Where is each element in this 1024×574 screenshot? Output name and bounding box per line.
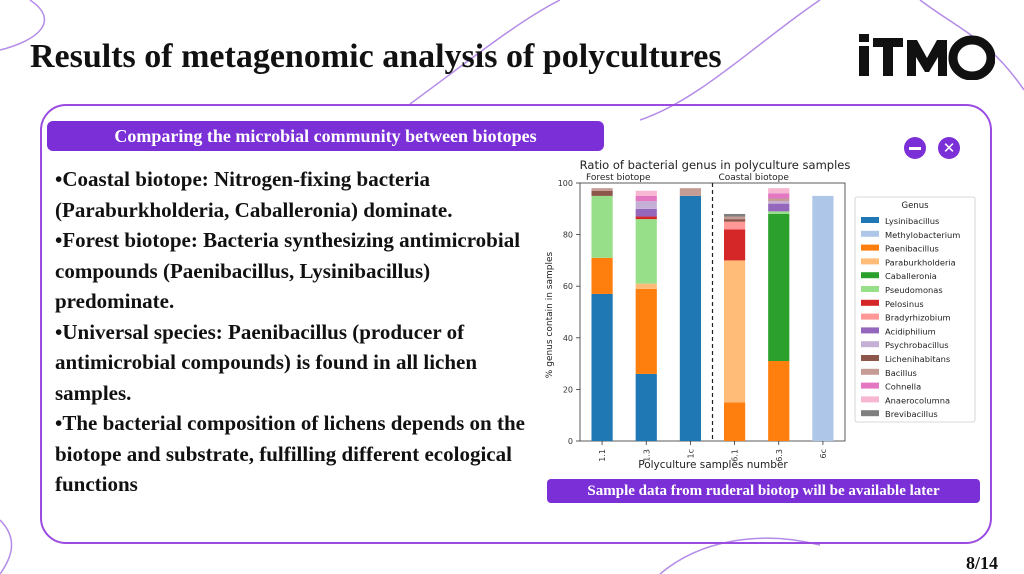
bar-segment xyxy=(636,219,657,284)
legend-item-label: Bradyrhizobium xyxy=(885,312,951,323)
bar-segment xyxy=(591,258,612,294)
legend-item-label: Acidiphilium xyxy=(885,326,936,337)
bar-segment xyxy=(724,222,745,230)
bar-segment xyxy=(768,204,789,212)
legend-item-label: Pseudomonas xyxy=(885,285,943,295)
bar-segment xyxy=(724,402,745,441)
bar-segment xyxy=(636,191,657,196)
chart-ylabel: % genus contain in samples xyxy=(545,251,555,379)
bar-segment xyxy=(591,294,612,441)
x-tick-label: 1c xyxy=(686,449,696,459)
bar-segment xyxy=(724,214,745,217)
bar-segment xyxy=(591,188,612,191)
bar-segment xyxy=(591,196,612,258)
bar-segment xyxy=(680,188,701,196)
bullet-coastal: •Coastal biotope: Nitrogen-fixing bacteria (Paraburkholderia, Caballeronia) dominate. xyxy=(55,167,453,222)
legend-swatch xyxy=(861,396,879,402)
x-tick-label: 6.1 xyxy=(730,449,740,462)
legend-swatch xyxy=(861,245,879,251)
bar-segment xyxy=(636,284,657,289)
bar-segment xyxy=(636,374,657,441)
legend-item-label: Cohnella xyxy=(885,381,922,392)
legend-swatch xyxy=(861,286,879,292)
itmo-logo-mark xyxy=(855,30,995,80)
slide-title: Results of metagenomic analysis of polycultures xyxy=(30,38,722,75)
x-tick-label: 1.3 xyxy=(642,449,652,462)
bar-segment xyxy=(636,289,657,374)
bar-segment xyxy=(768,201,789,204)
legend-swatch xyxy=(861,410,879,416)
close-icon[interactable]: ✕ xyxy=(938,137,960,159)
y-tick-label: 20 xyxy=(562,385,573,395)
x-tick-label: 1.1 xyxy=(598,449,608,462)
bar-segment xyxy=(636,209,657,217)
bar-segment xyxy=(768,188,789,193)
legend-item-label: Pelosinus xyxy=(885,298,924,309)
bullet-composition: •The bacterial composition of lichens depends on the biotope and substrate, fulfilling different ecological functions xyxy=(55,411,525,496)
bar-segment xyxy=(768,211,789,214)
legend-item-label: Anaerocolumna xyxy=(885,395,951,406)
y-tick-label: 100 xyxy=(557,179,573,188)
section-label: Comparing the microbial community between biotopes xyxy=(47,121,604,151)
bar-segment xyxy=(636,217,657,220)
plot-area xyxy=(558,173,845,462)
footnote-banner: Sample data from ruderal biotop will be available later xyxy=(547,479,980,503)
legend-swatch xyxy=(861,355,879,361)
page-number: 8/14 xyxy=(966,553,999,573)
chart-svg xyxy=(535,155,980,475)
legend-item-label: Methylobacterium xyxy=(885,229,961,240)
y-tick-label: 60 xyxy=(562,282,573,292)
chart-legend xyxy=(855,197,975,422)
legend-swatch xyxy=(861,314,879,320)
y-tick-label: 40 xyxy=(562,333,573,343)
bar-segment xyxy=(724,219,745,222)
bar-segment xyxy=(768,198,789,201)
y-tick-label: 80 xyxy=(562,230,573,240)
x-tick-label: 6c xyxy=(818,449,828,459)
legend-item-label: Psychrobacillus xyxy=(885,340,949,351)
legend-swatch xyxy=(861,327,879,333)
bullet-forest: •Forest biotope: Bacteria synthesizing antimicrobial compounds (Paenibacillus, Lysinibacillus) predominate. xyxy=(55,228,521,313)
legend-item-label: Bacillus xyxy=(885,367,917,378)
bar-segment xyxy=(768,214,789,361)
bar-segment xyxy=(768,361,789,441)
legend-swatch xyxy=(861,272,879,278)
legend-item-label: Paraburkholderia xyxy=(885,257,956,268)
x-tick-label: 6.3 xyxy=(774,449,784,462)
bullet-list xyxy=(55,164,547,500)
legend-item-label: Brevibacillus xyxy=(885,409,938,420)
bar-segment xyxy=(591,191,612,196)
legend-swatch xyxy=(861,341,879,347)
legend-item-label: Lichenihabitans xyxy=(885,354,951,364)
bar-segment xyxy=(724,260,745,402)
chart-xlabel: Polyculture samples number xyxy=(638,459,788,471)
stacked-bar-chart xyxy=(535,155,980,475)
legend-swatch xyxy=(861,258,879,264)
y-tick-label: 0 xyxy=(567,437,573,446)
legend-swatch xyxy=(861,383,879,389)
group-label: Coastal biotope xyxy=(718,173,789,183)
legend-swatch xyxy=(861,300,879,306)
chart-title: Ratio of bacterial genus in polyculture samples xyxy=(579,158,851,172)
legend-swatch xyxy=(861,217,879,223)
legend-swatch xyxy=(861,231,879,237)
bar-segment xyxy=(680,196,701,441)
itmo-logo xyxy=(855,30,995,80)
legend-item-label: Caballeronia xyxy=(885,271,937,282)
bar-segment xyxy=(636,196,657,201)
legend-item-label: Paenibacillus xyxy=(885,243,939,254)
bar-segment xyxy=(724,217,745,220)
bar-segment xyxy=(768,193,789,198)
legend-swatch xyxy=(861,369,879,375)
bar-segment xyxy=(636,201,657,209)
bar-segment xyxy=(812,196,833,441)
bar-segment xyxy=(724,229,745,260)
legend-item-label: Lysinibacillus xyxy=(885,216,940,226)
group-label: Forest biotope xyxy=(586,173,651,183)
bullet-universal: •Universal species: Paenibacillus (producer of antimicrobial compounds) is found in all lichen samples. xyxy=(55,319,478,405)
legend-title: Genus xyxy=(901,201,929,211)
